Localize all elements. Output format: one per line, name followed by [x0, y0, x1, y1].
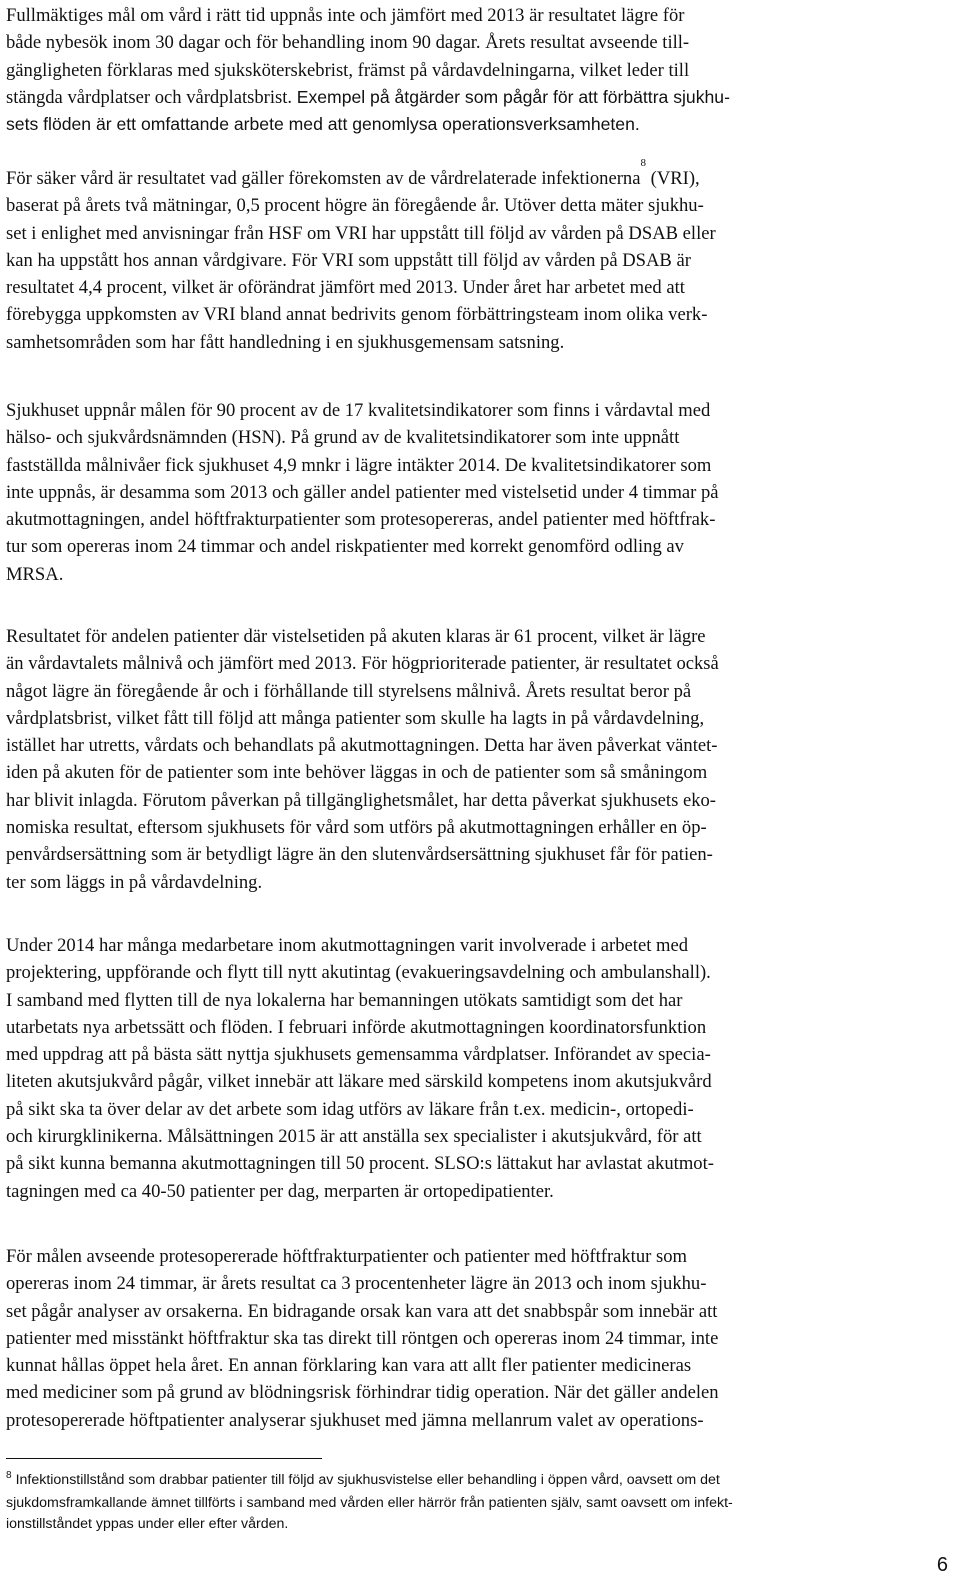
text-line: För målen avseende protesopererade höftfrakturpatienter och patienter med höftfraktur som — [6, 1246, 687, 1267]
text-line: och kirurgklinikerna. Målsättningen 2015 är att anställa sex specialister i akutsjukvård, för att — [6, 1126, 702, 1148]
footnote-line: sjukdomsframkallande ämnet tillförts i samband med vården eller härrör från patienten själv, samt oavsett om infekt- — [6, 1494, 733, 1511]
text-line: med uppdrag att på bästa sätt nyttja sjukhusets gemensamma vårdplatser. Införandet av specia- — [6, 1044, 711, 1066]
text-line: baserat på årets två mätningar, 0,5 procent högre än föregående år. Utöver detta mäter sjukhu- — [6, 195, 704, 217]
text-line: gängligheten förklaras med sjuksköterskebrist, främst på vårdavdelningarna, vilket leder till — [6, 59, 690, 81]
text-line: set i enlighet med anvisningar från HSF om VRI har uppstått till följd av vården på DSAB eller — [6, 222, 716, 244]
footnote-separator — [6, 1458, 322, 1459]
text-line: vårdplatsbrist, vilket fått till följd att många patienter som skulle ha lagts in på vårdavdelning, — [6, 707, 705, 729]
text-line: utarbetats nya arbetssätt och flöden. I februari införde akutmottagningen koordinatorsfunktion — [6, 1016, 707, 1038]
text-line: på sikt ska ta över delar av det arbete som idag utförs av läkare från t.ex. medicin-, ortopedi- — [6, 1098, 694, 1120]
text-line: I samband med flytten till de nya lokalerna har bemanningen utökats samtidigt som det har — [6, 989, 683, 1011]
text-line: opereras inom 24 timmar, är årets resultat ca 3 procentenheter lägre än 2013 och inom sjukhu- — [6, 1273, 707, 1295]
text-line: istället har utretts, vårdats och behandlats på akutmottagningen. Detta har även påverkat väntet- — [6, 735, 718, 757]
text-segment: (VRI), — [645, 168, 700, 189]
text-line: ter som läggs in på vårdavdelning. — [6, 871, 263, 893]
paragraph-care-in-time — [6, 2, 950, 138]
text-line: hälso- och sjukvårdsnämnden (HSN). På grund av de kvalitetsindikatorer som inte uppnått — [6, 427, 680, 449]
paragraph-safe-care — [6, 157, 950, 356]
footnote-text: Infektionstillstånd som drabbar patienter till följd av sjukhusvistelse eller behandling i öppen vård, oavsett om det — [15, 1472, 720, 1488]
text-line: fastställda målnivåer fick sjukhuset 4,9 mnkr i lägre intäkter 2014. De kvalitetsindikatorer som — [6, 454, 712, 476]
text-line: protesopererade höftpatienter analyserar sjukhuset med jämna mellanrum valet av operations- — [6, 1409, 704, 1431]
paragraph-emergency-department-2014 — [6, 932, 950, 1205]
text-line: Resultatet för andelen patienter där vistelsetiden på akuten klaras är 61 procent, vilket är lägre — [6, 626, 706, 647]
footnote — [6, 1470, 950, 1536]
text-line: MRSA. — [6, 563, 64, 585]
text-line: något lägre än föregående år och i förhållande till styrelsens målnivå. Årets resultat beror på — [6, 680, 692, 702]
paragraph-hip-fracture — [6, 1243, 950, 1434]
text-segment-sans: Exempel på åtgärder som pågår för att förbättra sjukhu- — [296, 86, 730, 107]
text-line: både nybesök inom 30 dagar och för behandling inom 90 dagar. Årets resultat avseende till- — [6, 32, 690, 54]
text-segment: För säker vård är resultatet vad gäller förekomsten av de vårdrelaterade infektionerna — [6, 168, 641, 189]
text-line: nomiska resultat, eftersom sjukhusets för vård som utförs på akutmottagningen erhåller en öp- — [6, 817, 707, 839]
text-line: med mediciner som på grund av blödningsrisk förhindrar tidig operation. När det gäller andelen — [6, 1382, 719, 1404]
text-line: förebygga uppkomsten av VRI bland annat bedrivits genom förbättringsteam inom olika verk- — [6, 304, 708, 326]
text-line: på sikt kunna bemanna akutmottagningen till 50 procent. SLSO:s lättakut har avlastat akutmot- — [6, 1153, 714, 1175]
text-line: tur som opereras inom 24 timmar och andel riskpatienter med korrekt genomförd odling av — [6, 536, 684, 558]
text-line: Sjukhuset uppnår målen för 90 procent av de 17 kvalitetsindikatorer som finns i vårdavtal med — [6, 400, 711, 421]
text-segment: stängda vårdplatser och vårdplatsbrist. — [6, 86, 293, 108]
page-number: 6 — [936, 1554, 948, 1576]
text-line: samhetsområden som har fått handledning i en sjukhusgemensam satsning. — [6, 331, 565, 353]
text-line: patienter med misstänkt höftfraktur ska tas direkt till röntgen och opereras inom 24 timmar, inte — [6, 1327, 719, 1349]
footnote-marker: 8 — [6, 1470, 12, 1481]
text-line: set pågår analyser av orsakerna. En bidragande orsak kan vara att det snabbspår som innebär att — [6, 1300, 718, 1322]
footnote-reference: 8 — [640, 157, 646, 169]
text-line: projektering, uppförande och flytt till nytt akutintag (evakueringsavdelning och ambulanshall). — [6, 962, 711, 984]
paragraph-quality-indicators — [6, 397, 950, 588]
text-line: Fullmäktiges mål om vård i rätt tid uppnås inte och jämfört med 2013 är resultatet lägre för — [6, 5, 685, 26]
text-line: penvårdsersättning som är betydligt lägre än den slutenvårdsersättning sjukhuset får för patien- — [6, 844, 713, 866]
text-line: resultatet 4,4 procent, vilket är oförändrat jämfört med 2013. Under året har arbetet med att — [6, 277, 685, 299]
text-line-sans: sets flöden är ett omfattande arbete med att genomlysa operationsverksamheten. — [6, 114, 640, 135]
text-line — [6, 157, 950, 192]
text-line: har blivit inlagda. Förutom påverkan på tillgänglighetsmålet, har detta påverkat sjukhusets eko- — [6, 789, 716, 811]
text-line: iden på akuten för de patienter som inte behöver läggas in och de patienter som så småningom — [6, 762, 708, 784]
footnote-line — [6, 1470, 950, 1493]
text-line: inte uppnås, är desamma som 2013 och gäller andel patienter med vistelsetid under 4 timmar på — [6, 481, 719, 503]
text-line: än vårdavtalets målnivå och jämfört med 2013. För högprioriterade patienter, är resultatet också — [6, 653, 719, 675]
paragraph-emergency-stay — [6, 623, 950, 896]
text-line: kunnat hållas öppet hela året. En annan förklaring kan vara att allt fler patienter medicineras — [6, 1355, 692, 1377]
text-line: Under 2014 har många medarbetare inom akutmottagningen varit involverade i arbetet med — [6, 935, 689, 956]
footnote-line: ionstillståndet yppas under eller efter vården. — [6, 1516, 289, 1532]
text-line: akutmottagningen, andel höftfrakturpatienter som protesopereras, andel patienter med höftfrak- — [6, 509, 716, 531]
text-line: kan ha uppstått hos annan vårdgivare. För VRI som uppstått till följd av vården på DSAB är — [6, 249, 691, 271]
text-line: tagningen med ca 40-50 patienter per dag, merparten är ortopedipatienter. — [6, 1180, 554, 1202]
text-line — [6, 84, 950, 111]
text-line: liteten akutsjukvård pågår, vilket innebär att läkare med särskild kompetens inom akutsjukvård — [6, 1071, 712, 1093]
